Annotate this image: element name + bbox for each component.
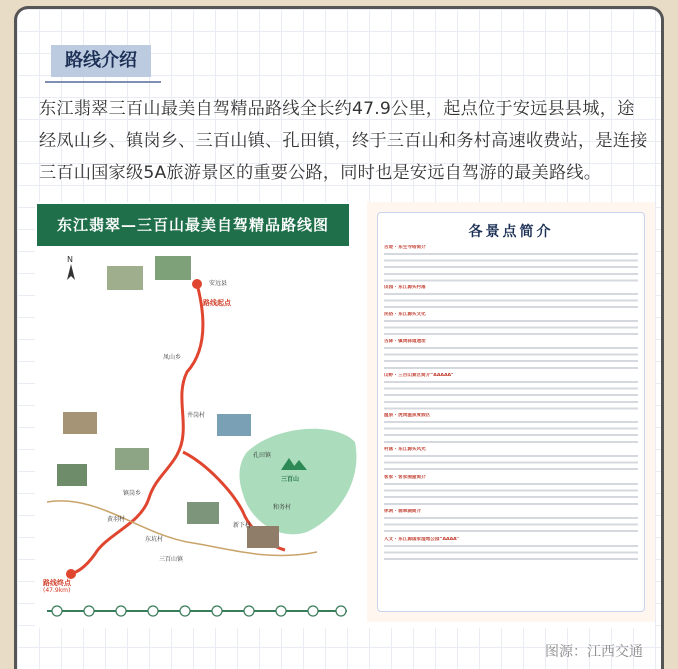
info-section-heading: 古驿 · 镇岗驿道遗址: [384, 339, 426, 344]
place-label: 孔田镇: [253, 452, 272, 459]
info-section: [384, 413, 638, 445]
info-section-heading: 客家 · 客家围屋简介: [384, 475, 426, 480]
place-label: 新下村: [233, 522, 252, 529]
info-title: 各景点简介: [468, 224, 554, 240]
info-box: [377, 212, 645, 612]
start-marker: [192, 279, 202, 289]
info-panel: [367, 202, 655, 622]
place-label: 镇岗乡: [123, 490, 142, 497]
route-description: 东江翡翠三百山最美自驾精品路线全长约47.9公里，起点位于安远县县城，途经凤山乡、镇岗乡、三百山镇、孔田镇，终于三百山和务村高速收费站，是连接三百山国家级5A旅游景区的重要公路，同时也是安远自驾游的最美路线。: [39, 99, 648, 183]
info-section-heading: 村落 · 东江源头风光: [384, 447, 426, 452]
place-label: 和务村: [273, 504, 292, 511]
info-section: [384, 475, 638, 507]
map-title: 东江翡翠—三百山最美自驾精品路线图: [37, 204, 349, 246]
route-figure: [35, 202, 655, 628]
info-section-heading: 古迹 · 东生寺塔简介: [384, 245, 426, 250]
park-name: 三百山: [281, 476, 300, 483]
content-card: [14, 6, 664, 669]
start-label: 路线起点: [203, 299, 231, 307]
info-section: [384, 447, 638, 473]
place-label: 安远县: [209, 280, 228, 287]
info-section-heading: 民俗 · 东江源头文化: [384, 312, 426, 317]
end-label: 路线终点: [43, 579, 71, 587]
info-section: [384, 373, 638, 412]
place-label: 井岗村: [187, 412, 206, 419]
info-section: [384, 312, 638, 338]
info-section: [384, 537, 638, 563]
info-section: [384, 245, 638, 284]
end-distance: (47.9km): [43, 587, 71, 594]
route-strip: [43, 598, 351, 624]
place-label: 黄羽村: [107, 516, 126, 523]
place-label: 三百山镇: [159, 556, 184, 563]
route-map: [37, 202, 359, 628]
info-section-heading: 休闲 · 翡翠湖简介: [384, 509, 422, 514]
info-section: [384, 339, 638, 371]
info-section-heading: 田园 · 东江源头村落: [384, 285, 426, 290]
section-title: 路线介绍: [51, 45, 151, 77]
info-section-heading: 温泉 · 虎岗温泉度假区: [384, 413, 431, 418]
image-caption: 图源：江西交通: [545, 644, 643, 660]
info-section: [384, 285, 638, 311]
place-label: 凤山乡: [163, 354, 182, 361]
info-section: [384, 509, 638, 535]
compass-icon: [67, 255, 75, 280]
info-section-heading: 山野 · 三百山景区简介“AAAAA”: [384, 373, 454, 378]
svg-text:N: N: [67, 255, 73, 264]
place-label: 东坑村: [145, 536, 164, 543]
info-section-heading: 人文 · 东江源国家湿地公园“AAAA”: [384, 537, 460, 542]
